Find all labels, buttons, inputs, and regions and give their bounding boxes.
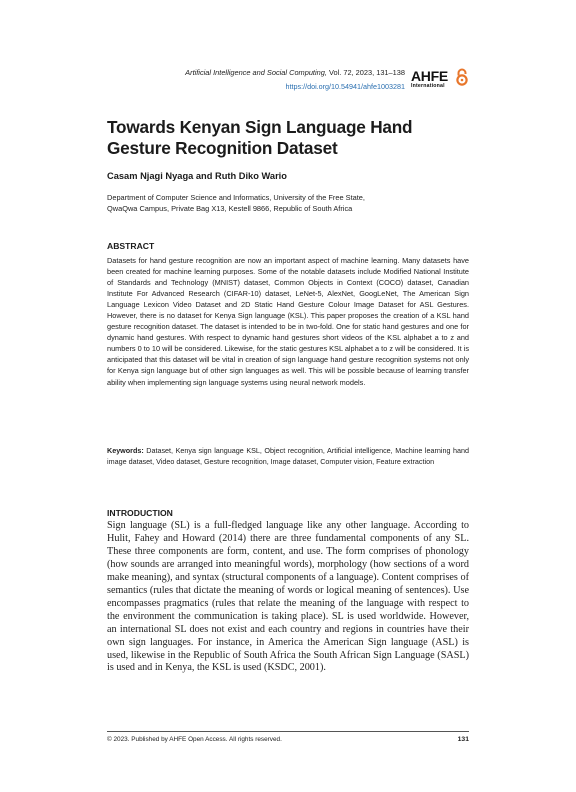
journal-name: Artificial Intelligence and Social Computing, xyxy=(185,68,327,77)
introduction-text: Sign language (SL) is a full-fledged language like any other language. According to Hulit, Fahey and Howard (2014) there are three fundamental components of any SL. These three components are form, content, and use. The form comprises of phonology (how sounds are arranged into meaningful words), morphology (how sections of a word make meaning), and syntax (structural components of a language). Content comprises of semantics (rules that dictate the meaning of words or logical meaning of sentences). Use encompasses pragmatics (rules that relate the meaning of the language with respect to the environment the communication is taking place). SL is used worldwide. However, an international SL does not exist and each country and regions in countries have their own sign languages. For instance, in America the American Sign language (ASL) is used, likewise in the Republic of South Africa the South African Sign Language (SASL) is used and in Kenya, the KSL is used (KSDC, 2001). xyxy=(107,520,469,674)
keywords-block xyxy=(107,445,469,467)
affiliation-line: Department of Computer Science and Informatics, University of the Free State, xyxy=(107,193,365,202)
journal-volume: Vol. 72, 2023, 131–138 xyxy=(326,68,405,77)
abstract-heading: ABSTRACT xyxy=(107,241,155,251)
doi-link[interactable]: https://doi.org/10.54941/ahfe1003281 xyxy=(285,82,405,91)
logo-subtext: International xyxy=(411,83,445,89)
paper-title: Towards Kenyan Sign Language Hand Gesture Recognition Dataset xyxy=(107,117,413,158)
page-number: 131 xyxy=(457,736,469,743)
keywords-label: Keywords: xyxy=(107,446,144,455)
journal-citation xyxy=(185,68,405,77)
footer-copyright: © 2023. Published by AHFE Open Access. All rights reserved. xyxy=(107,736,282,743)
affiliation-line: QwaQwa Campus, Private Bag X13, Kestell 9866, Republic of South Africa xyxy=(107,203,353,213)
keywords-text: Dataset, Kenya sign language KSL, Object recognition, Artificial intelligence, Machine learning hand image dataset, Video dataset, Gesture recognition, Image dataset, Computer vision, Feature extraction xyxy=(107,446,469,466)
logo-text: AHFE xyxy=(411,68,448,84)
introduction-heading: INTRODUCTION xyxy=(107,508,173,518)
open-access-lock-icon xyxy=(455,68,469,86)
abstract-text: Datasets for hand gesture recognition are now an important aspect of machine learning. Many datasets have been created for machine learning purposes. Some of the notable datasets include Modified National Institute of Standards and Technology (MNIST) dataset, Common Objects in Context (COCO) dataset, Canadian Institute For Advanced Research (CIFAR-10) dataset, LeNet-5, AlexNet, GoogLeNet, The American Sign Language Lexicon Video Dataset and 2D Static Hand Gesture Colour Image Dataset for ASL Gestures. However, there is no dataset for Kenya Sign language (KSL). This paper proposes the creation of a KSL hand gesture recognition dataset. The dataset is intended to be in two-fold. One for static hand gestures and one for dynamic hand gestures. With respect to dynamic hand gestures short videos of the KSL alphabet a to z and numbers 0 to 10 will be considered. Likewise, for the static gestures KSL alphabet a to z will be considered. It is anticipated that this dataset will be vital in creation of sign language hand gesture recognition systems not only for Kenya sign language but of other sign languages as well. This will be possible because of learning transfer ability when implementing sign language systems using neural network models. xyxy=(107,256,469,387)
author-affiliation xyxy=(107,193,467,214)
footer-divider xyxy=(107,731,469,732)
paper-authors: Casam Njagi Nyaga and Ruth Diko Wario xyxy=(107,171,287,181)
ahfe-logo xyxy=(411,68,471,92)
